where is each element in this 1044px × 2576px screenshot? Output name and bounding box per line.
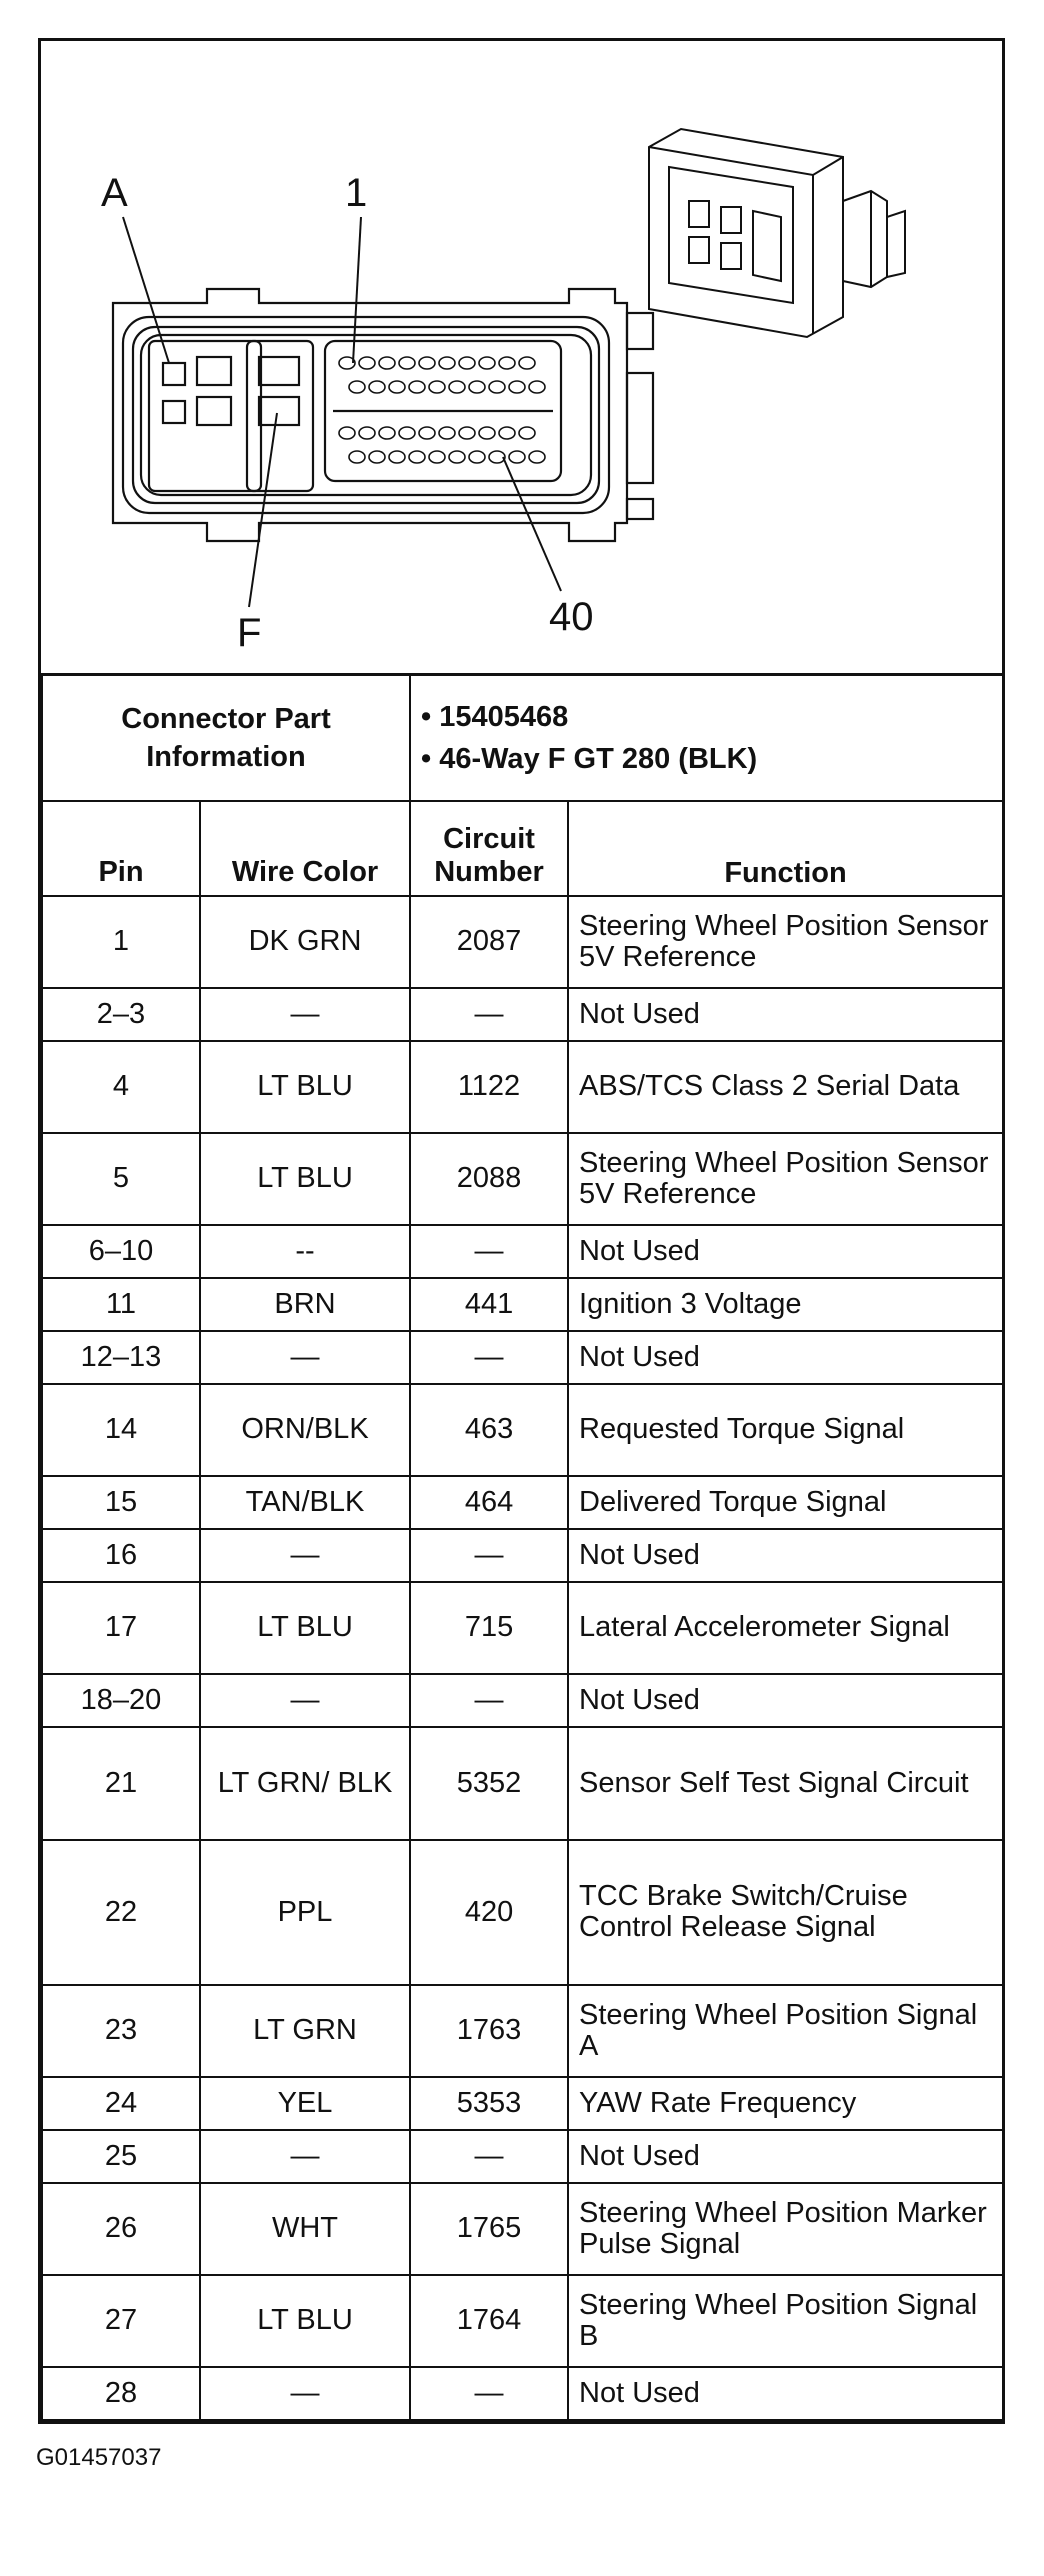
pin-cell: 21 [42,1727,200,1840]
circuit-number-cell: 1765 [410,2183,568,2275]
col-header-circuit-number: Circuit Number [410,801,568,895]
pin-cell: 4 [42,1041,200,1133]
pin-40-label: 40 [549,595,594,639]
table-row [42,2183,1003,2275]
function-cell: Lateral Accelerometer Signal [568,1582,1003,1674]
connector-part-number: • 15405468 [421,701,569,734]
col-header-wire-color: Wire Color [200,801,410,895]
pinout-table [41,673,1004,2421]
function-cell: Not Used [568,1331,1003,1384]
circuit-number-cell: 463 [410,1384,568,1476]
pin-cell: 11 [42,1278,200,1331]
circuit-number-cell: — [410,1331,568,1384]
table-row [42,2275,1003,2367]
wire-color-cell: DK GRN [200,896,410,988]
function-cell: Sensor Self Test Signal Circuit [568,1727,1003,1840]
circuit-number-cell: 715 [410,1582,568,1674]
pin-cell: 16 [42,1529,200,1582]
table-row [42,2130,1003,2183]
circuit-number-cell: 1763 [410,1985,568,2077]
table-row [42,1582,1003,1674]
circuit-number-cell: — [410,988,568,1041]
figure-id: G01457037 [36,2444,162,2471]
pin-cell: 6–10 [42,1225,200,1278]
wire-color-cell: YEL [200,2077,410,2130]
wire-color-cell: ORN/BLK [200,1384,410,1476]
function-cell: Requested Torque Signal [568,1384,1003,1476]
circuit-number-cell: 1764 [410,2275,568,2367]
circuit-number-cell: 5352 [410,1727,568,1840]
circuit-number-cell: 1122 [410,1041,568,1133]
table-row [42,1278,1003,1331]
table-row [42,1041,1003,1133]
circuit-number-cell: — [410,2367,568,2420]
pin-cell: 24 [42,2077,200,2130]
function-cell: Not Used [568,1674,1003,1727]
wire-color-cell: TAN/BLK [200,1476,410,1529]
table-row [42,1674,1003,1727]
function-cell: Delivered Torque Signal [568,1476,1003,1529]
function-cell: Not Used [568,2130,1003,2183]
pin-cell: 17 [42,1582,200,1674]
wire-color-cell: BRN [200,1278,410,1331]
pin-1-label: 1 [345,171,368,215]
function-cell: Not Used [568,2367,1003,2420]
function-cell: YAW Rate Frequency [568,2077,1003,2130]
connector-description: • 46-Way F GT 280 (BLK) [421,743,758,776]
circuit-number-cell: — [410,1529,568,1582]
wire-color-cell: — [200,2367,410,2420]
pin-cell: 25 [42,2130,200,2183]
circuit-number-cell: 2087 [410,896,568,988]
wire-color-cell: WHT [200,2183,410,2275]
wire-color-cell: — [200,1331,410,1384]
table-row [42,1727,1003,1840]
table-row [42,1529,1003,1582]
function-cell: Steering Wheel Position Sensor 5V Reference [568,1133,1003,1225]
function-cell: Steering Wheel Position Signal A [568,1985,1003,2077]
pin-cell: 26 [42,2183,200,2275]
function-cell: Not Used [568,1225,1003,1278]
circuit-number-cell: — [410,1225,568,1278]
function-cell: Not Used [568,988,1003,1041]
cavity-a-label: A [101,171,128,215]
table-row [42,1840,1003,1985]
table-row [42,2367,1003,2420]
connector-info-values [410,675,1003,802]
col-header-function: Function [568,801,1003,895]
circuit-number-cell: 5353 [410,2077,568,2130]
pin-cell: 23 [42,1985,200,2077]
connector-info-title: Connector Part Information [42,675,410,802]
circuit-number-cell: — [410,2130,568,2183]
table-row [42,2077,1003,2130]
wire-color-cell: LT BLU [200,2275,410,2367]
pin-cell: 28 [42,2367,200,2420]
function-cell: Steering Wheel Position Signal B [568,2275,1003,2367]
wire-color-cell: LT BLU [200,1133,410,1225]
circuit-number-cell: — [410,1674,568,1727]
table-row [42,1331,1003,1384]
circuit-number-cell: 420 [410,1840,568,1985]
pin-cell: 18–20 [42,1674,200,1727]
cavity-f-label: F [237,611,262,655]
wire-color-cell: -- [200,1225,410,1278]
pin-cell: 22 [42,1840,200,1985]
pin-cell: 15 [42,1476,200,1529]
wire-color-cell: PPL [200,1840,410,1985]
pin-cell: 27 [42,2275,200,2367]
function-cell: Steering Wheel Position Marker Pulse Signal [568,2183,1003,2275]
wire-color-cell: LT GRN/ BLK [200,1727,410,1840]
connector-info-row [42,675,1003,802]
wire-color-cell: LT BLU [200,1041,410,1133]
function-cell: Not Used [568,1529,1003,1582]
wire-color-cell: — [200,2130,410,2183]
wire-color-cell: LT BLU [200,1582,410,1674]
table-row [42,1476,1003,1529]
table-row [42,1384,1003,1476]
function-cell: TCC Brake Switch/Cruise Control Release Signal [568,1840,1003,1985]
column-header-row [42,801,1003,895]
connector-face-drawing [41,41,1002,673]
table-row [42,1985,1003,2077]
wire-color-cell: LT GRN [200,1985,410,2077]
wire-color-cell: — [200,1674,410,1727]
wire-color-cell: — [200,1529,410,1582]
pin-cell: 14 [42,1384,200,1476]
connector-diagram [41,41,1002,673]
table-row [42,1225,1003,1278]
function-cell: Steering Wheel Position Sensor 5V Reference [568,896,1003,988]
pin-cell: 12–13 [42,1331,200,1384]
table-row [42,988,1003,1041]
col-header-pin: Pin [42,801,200,895]
wire-color-cell: — [200,988,410,1041]
table-row [42,1133,1003,1225]
pin-cell: 2–3 [42,988,200,1041]
pin-cell: 5 [42,1133,200,1225]
function-cell: Ignition 3 Voltage [568,1278,1003,1331]
circuit-number-cell: 441 [410,1278,568,1331]
pin-cell: 1 [42,896,200,988]
connector-sheet [38,38,1005,2424]
function-cell: ABS/TCS Class 2 Serial Data [568,1041,1003,1133]
circuit-number-cell: 2088 [410,1133,568,1225]
circuit-number-cell: 464 [410,1476,568,1529]
table-row [42,896,1003,988]
